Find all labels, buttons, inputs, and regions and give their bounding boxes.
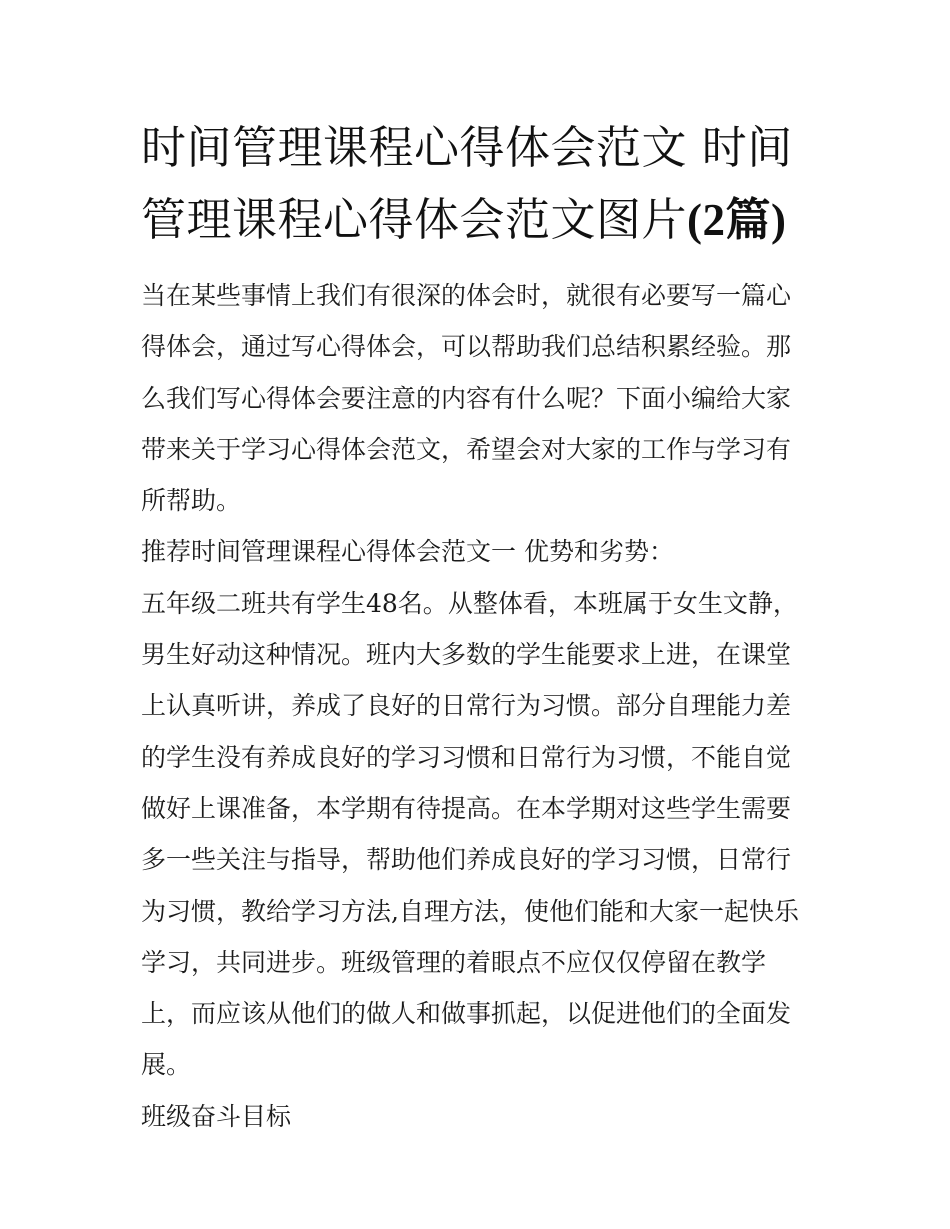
paragraph-intro: 当在某些事情上我们有很深的体会时，就很有必要写一篇心得体会，通过写心得体会，可以帮助我们总结积累经验。那么我们写心得体会要注意的内容有什么呢？下面小编给大家带来关于学习心得体会范文，希望会对大家的工作与学习有所帮助。 bbox=[141, 281, 792, 516]
document-body bbox=[141, 270, 815, 1142]
paragraph-class-size: 五年级二班共有学生48名。从整体看，本班属于女生文静， bbox=[141, 588, 798, 618]
document-content bbox=[141, 112, 815, 1142]
document-title bbox=[141, 112, 815, 256]
document-title-suffix: (2篇) bbox=[687, 195, 787, 245]
paragraph-section-heading: 推荐时间管理课程心得体会范文一 优势和劣势： bbox=[141, 537, 674, 567]
document-title-main: 时间管理课程心得体会范文 时间管理课程心得体会范文图片 bbox=[141, 121, 793, 246]
paragraph-class-analysis: 男生好动这种情况。班内大多数的学生能要求上进，在课堂上认真听讲，养成了良好的日常行为习惯。部分自理能力差的学生没有养成良好的学习习惯和日常行为习惯，不能自觉做好上课准备，本学期有待提高。在本学期对这些学生需要多一些关注与指导，帮助他们养成良好的学习习惯，日常行为习惯，教给学习方法,自理方法，使他们能和大家一起快乐学习，共同进步。班级管理的着眼点不应仅仅停留在教学上，而应该从他们的做人和做事抓起，以促进他们的全面发展。 bbox=[141, 640, 799, 1080]
paragraph-class-goals-heading: 班级奋斗目标 bbox=[141, 1101, 292, 1131]
